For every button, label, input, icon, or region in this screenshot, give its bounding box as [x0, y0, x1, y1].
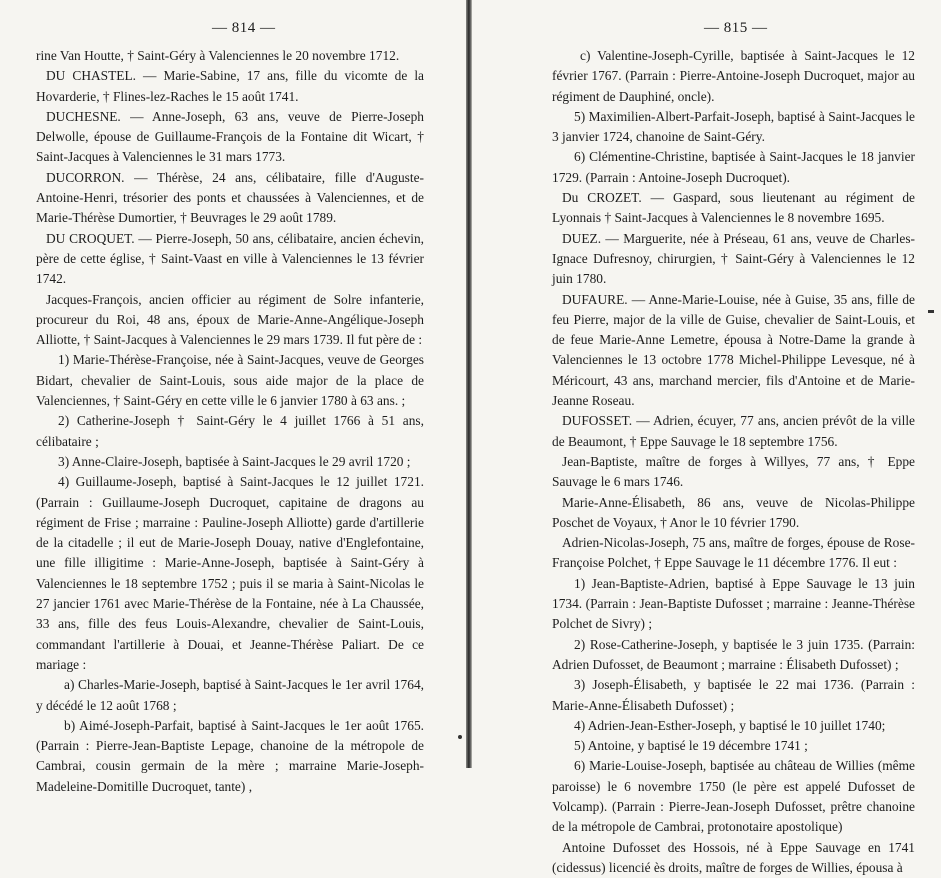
paragraph: DUFOSSET. — Adrien, écuyer, 77 ans, ancien prévôt de la ville de Beaumont, † Eppe Sauvage le 18 septembre 1756.: [552, 413, 915, 449]
paragraph: DUCHESNE. — Anne-Joseph, 63 ans, veuve de Pierre-Joseph Delwolle, épouse de Guillaume-François de la Fontaine dit Wicart, † Saint-Jacques à Valenciennes le 31 mars 1773.: [36, 108, 424, 165]
paragraph: Adrien-Nicolas-Joseph, 75 ans, maître de forges, épouse de Rose-Françoise Polchet, † Eppe Sauvage le 11 décembre 1776. Il eut :: [552, 535, 915, 571]
left-page-text: [36, 46, 424, 797]
list-item: 3) Anne-Claire-Joseph, baptisée à Saint-Jacques le 29 avril 1720 ;: [58, 453, 411, 469]
paragraph: DUCORRON. — Thérèse, 24 ans, célibataire, fille d'Auguste-Antoine-Henri, trésorier des ponts et chaussées à Valenciennes, et de Marie-Thérèse Dumortier, † Beuvrages le 29 août 1789.: [36, 169, 424, 226]
list-item: c) Valentine-Joseph-Cyrille, baptisée à Saint-Jacques le 12 février 1767. (Parrain : Pierre-Antoine-Joseph Ducroquet, major au régiment de Dauphiné, oncle).: [552, 48, 915, 104]
paragraph: rine Van Houtte, † Saint-Géry à Valenciennes le 20 novembre 1712.: [36, 48, 400, 63]
paragraph: Marie-Anne-Élisabeth, 86 ans, veuve de Nicolas-Philippe Poschet de Voyaux, † Anor le 10 février 1790.: [552, 494, 915, 530]
paragraph: Jacques-François, ancien officier au régiment de Solre infanterie, procureur du Roi, 48 ans, époux de Marie-Anne-Angélique-Joseph Alliotte, † Saint-Jacques à Valenciennes le 29 mars 1739. Il fut père de :: [36, 291, 424, 348]
list-item: b) Aimé-Joseph-Parfait, baptisé à Saint-Jacques le 1er août 1765. (Parrain : Pierre-Jean-Baptiste Lepage, chanoine de la métropole de Cambrai, cousin germain de la mère ; marraine Marie-Joseph-Madeleine-Domitille Ducroquet, tante) ,: [36, 717, 424, 794]
right-page: [472, 0, 941, 875]
list-item: 2) Rose-Catherine-Joseph, y baptisée le 3 juin 1735. (Parrain: Adrien Dufosset, de Beaumont ; marraine : Élisabeth Dufosset) ;: [552, 636, 915, 672]
list-item: 5) Antoine, y baptisé le 19 décembre 1741 ;: [574, 738, 808, 754]
list-item: a) Charles-Marie-Joseph, baptisé à Saint-Jacques le 1er avril 1764, y décédé le 12 août 1768 ;: [36, 677, 424, 713]
list-item: 1) Marie-Thérèse-Françoise, née à Saint-Jacques, veuve de Georges Bidart, chevalier de Saint-Louis, sous aide major de la place de Valenciennes, † Saint-Géry en cette ville le 6 janvier 1780 à 63 ans. ;: [36, 352, 424, 409]
list-item: 6) Clémentine-Christine, baptisée à Saint-Jacques le 18 janvier 1729. (Parrain : Antoine-Joseph Ducroquet).: [552, 149, 915, 185]
paragraph: Antoine Dufosset des Hossois, né à Eppe Sauvage en 1741 (cidessus) licencié ès droits, maître de forges de Willies, épousa à: [552, 839, 915, 875]
paragraph: DUEZ. — Marguerite, née à Préseau, 61 ans, veuve de Charles-Ignace Dufresnoy, chirurgien, † Saint-Géry à Valenciennes le 12 juin 1780.: [552, 230, 915, 287]
margin-mark: [928, 310, 934, 313]
list-item: 5) Maximilien-Albert-Parfait-Joseph, baptisé à Saint-Jacques le 3 janvier 1724, chanoine de Saint-Géry.: [552, 108, 915, 145]
paragraph: Jean-Baptiste, maître de forges à Willyes, 77 ans, † Eppe Sauvage le 6 mars 1746.: [552, 453, 915, 490]
list-item: 4) Adrien-Jean-Esther-Joseph, y baptisé le 10 juillet 1740;: [574, 717, 886, 733]
list-item: 4) Guillaume-Joseph, baptisé à Saint-Jacques le 12 juillet 1721. (Parrain : Guillaume-Joseph Ducroquet, capitaine de dragons au régiment de Frise ; marraine : Pauline-Joseph Alliotte) garde d'artillerie de la citadelle ; il eut de Marie-Joseph Douay, native d'Englefontaine, une fille illigitime : Marie-Anne-Joseph, baptisée à Saint-Géry à Valenciennes le 18 septembre 1752 ; puis il se maria à Saint-Nicolas le 27 jancier 1761 avec Marie-Thérèse de la Fontaine, née à La Chaussée, 33 ans, fille des feus Louis-Alexandre, chevalier de Saint-Louis, commandant l'artillerie à Douai, et Jeanne-Thérèse Paliart. De ce mariage :: [36, 474, 424, 672]
page-number-left: — 814 —: [212, 20, 276, 36]
list-item: 3) Joseph-Élisabeth, y baptisée le 22 mai 1736. (Parrain : Marie-Anne-Élisabeth Dufosset) ;: [552, 677, 915, 713]
ink-smudge: [458, 735, 462, 739]
list-item: 1) Jean-Baptiste-Adrien, baptisé à Eppe Sauvage le 13 juin 1734. (Parrain : Jean-Baptiste Dufosset ; marraine : Jeanne-Thérèse Polchet de Sivry) ;: [552, 575, 915, 632]
paragraph: Du CROZET. — Gaspard, sous lieutenant au régiment de Lyonnais † Saint-Jacques à Valenciennes le 8 novembre 1695.: [552, 190, 915, 226]
paragraph: DU CROQUET. — Pierre-Joseph, 50 ans, célibataire, ancien échevin, père de cette église, † Saint-Vaast en ville à Valenciennes le 13 février 1742.: [36, 230, 424, 287]
left-page: [0, 0, 466, 794]
paragraph: DUFAURE. — Anne-Marie-Louise, née à Guise, 35 ans, fille de feu Pierre, major de la ville de Guise, chevalier de Saint-Louis, et de feue Marie-Anne Lemetre, épousa à Notre-Dame la grande à Valenciennes le 13 octobre 1778 Michel-Philippe Levesque, né à Méricourt, 43 ans, marchand mercier, fils d'Antoine et de Marie-Jeanne Roseau.: [552, 291, 915, 409]
paragraph: DU CHASTEL. — Marie-Sabine, 17 ans, fille du vicomte de la Hovarderie, † Flines-lez-Raches le 15 août 1741.: [36, 68, 424, 104]
page-number-right: — 815 —: [704, 20, 768, 36]
list-item: 2) Catherine-Joseph † Saint-Géry le 4 juillet 1766 à 51 ans, célibataire ;: [36, 413, 424, 449]
list-item: 6) Marie-Louise-Joseph, baptisée au château de Willies (même paroisse) le 6 novembre 1750 (le père est appelé Dufosset de Volcamp). (Parrain : Pierre-Jean-Joseph Dufosset, prêtre chanoine de la métropole de Cambrai, protonotaire apostolique): [552, 758, 915, 835]
right-page-text: [552, 46, 915, 878]
